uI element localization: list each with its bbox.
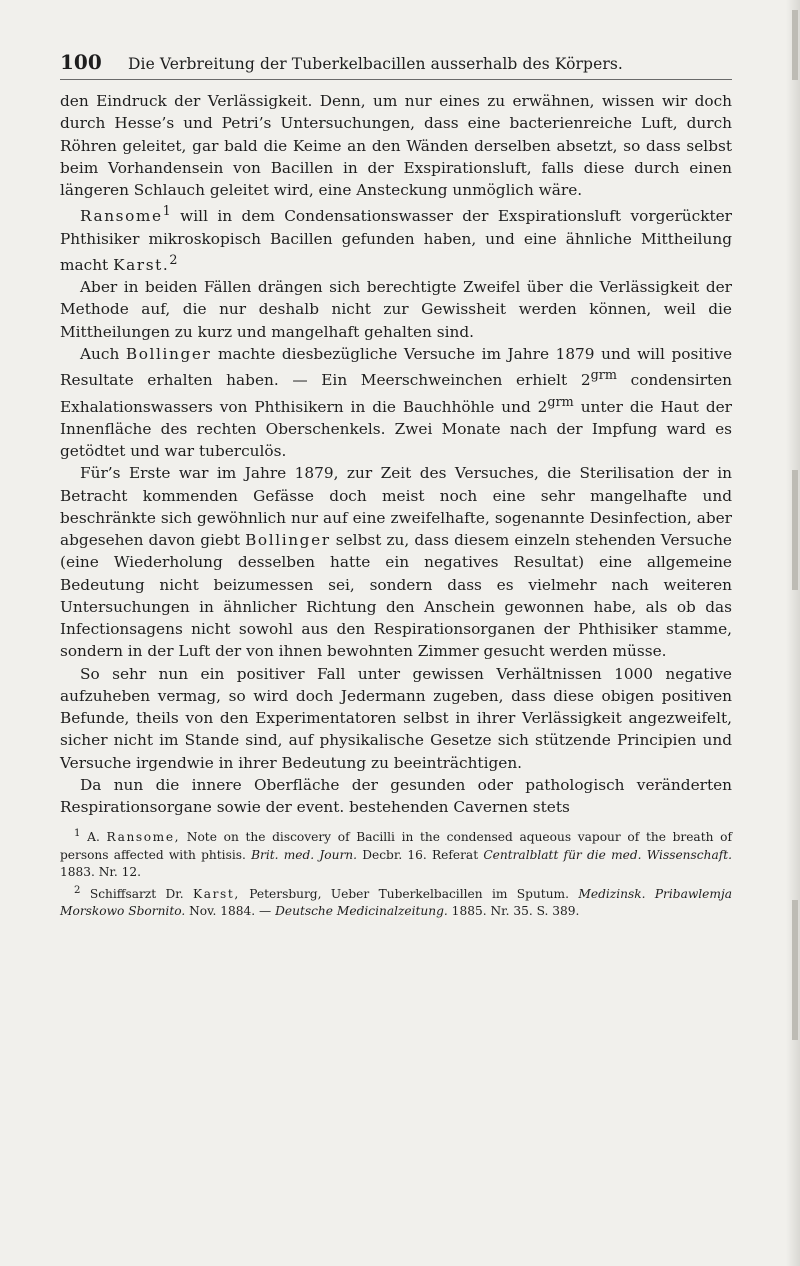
footnote-ref: 2 <box>169 252 178 268</box>
journal-title: Brit. med. Journ. <box>251 847 358 862</box>
footnote-text: 1885. Nr. 35. S. 389. <box>447 904 580 919</box>
footnote-text: A. <box>80 830 107 845</box>
edge-mark <box>792 900 798 1040</box>
author-name: Ransome, <box>106 830 181 845</box>
paragraph-text: machte diesbezügliche Versuche im Jahre 1879 und will positive Resultate erhalten haben. — Ein Meerschweinchen erhielt 2 <box>60 344 732 390</box>
unit-superscript: grm <box>590 368 617 384</box>
footnote-text: Nov. 1884. — <box>185 904 276 919</box>
paragraph-text: condensirten Exhalationswassers von Phthisikern in die Bauchhöhle und 2 <box>60 371 733 416</box>
footnote-text: Decbr. 16. Referat <box>357 847 484 862</box>
paragraph: So sehr nun ein positiver Fall unter gewissen Verhältnissen 1000 negative aufzuheben vermag, so wird doch Jedermann zugeben, dass diese obigen positiven Befunde, theils von den Experimentatoren selbst in ihrer Verlässigkeit angezweifelt, sicher nicht im Stande sind, auf physikalische Gesetze sich stützende Principien und Versuche irgendwie in ihrer Bedeutung zu beeinträchtigen. <box>60 664 732 772</box>
unit-superscript: grm <box>547 394 574 410</box>
footnote <box>60 882 732 921</box>
footnote-text: Petersburg, Ueber Tuberkelbacillen im Sputum. <box>239 886 579 901</box>
paragraph: Da nun die innere Oberfläche der gesunden oder pathologisch veränderten Respirationsorgane sowie der event. bestehenden Cavernen stets <box>60 775 732 817</box>
running-title: Die Verbreitung der Tuberkelbacillen ausserhalb des Körpers. <box>128 55 623 73</box>
edge-mark <box>792 470 798 590</box>
paragraph-text: selbst zu, dass diesem einzeln stehenden Versuche (eine Wiederholung desselben hatte ein negatives Resultat) eine allgemeine Bedeutung nicht beizumessen sei, sondern dass es vielmehr nach weiteren Untersuchungen in ähnlicher Richtung den Anschein gewonnen habe, als ob das Infectionsagens nicht sowohl aus den Respirationsorganen der Phthisiker stamme, sondern in der Luft der von ihnen bewohnten Zimmer gesucht werden müsse. <box>60 531 732 661</box>
paragraph-text: will in dem Condensationswasser der Exspirationsluft vorgerückter Phthisiker mikroskopisch Bacillen gefunden haben, und eine ähnliche Mittheilung macht <box>60 207 732 274</box>
author-name: Bollinger <box>245 531 331 550</box>
paragraph <box>60 201 732 276</box>
author-name: Karst. <box>113 255 170 274</box>
paragraph: den Eindruck der Verlässigkeit. Denn, um nur eines zu erwähnen, wissen wir doch durch Hesse’s und Petri’s Untersuchungen, dass eine bacterienreiche Luft, durch Röhren geleitet, gar bald die Keime an den Wänden derselben absetzt, so dass selbst beim Vorhandensein von Bacillen in der Exspirationsluft, falls diese durch einen längeren Schlauch geleitet wird, eine Ansteckung unmöglich wäre. <box>60 92 732 199</box>
footnote-text: Note on the discovery of Bacilli in the condensed aqueous vapour of the breath of persons affected with phtisis. <box>60 830 732 862</box>
author-name: Bollinger <box>125 344 212 363</box>
running-header <box>60 50 732 80</box>
journal-title: Medizinsk. Pribawlemja Morskowo Sbornito. <box>60 886 732 919</box>
paragraph: Aber in beiden Fällen drängen sich berechtigte Zweifel über die Verlässigkeit der Methode auf, die nur deshalb nicht zur Gewissheit werden können, weil die Mittheilungen zu kurz und mangelhaft gehalten sind. <box>60 278 732 341</box>
paragraph <box>60 343 732 462</box>
footnote <box>60 825 732 881</box>
paragraph <box>60 462 732 662</box>
journal-title: Deutsche Medicinalzeitung. <box>275 904 448 919</box>
footnote-mark: 2 <box>74 884 81 896</box>
edge-mark <box>792 10 798 80</box>
book-page <box>60 50 732 921</box>
paragraph-text: Auch <box>80 344 126 363</box>
footnote-ref: 1 <box>162 204 171 220</box>
page-edge-shadow <box>786 0 800 1266</box>
journal-title: Centralblatt für die med. Wissenschaft. <box>483 847 732 862</box>
paragraph-text: Für’s Erste war im Jahre 1879, zur Zeit des Versuches, die Sterilisation der in Betracht kommenden Gefässe doch meist noch eine sehr mangelhafte und beschränkte sich gewöhnlich nur auf eine zweifelhafte, sogenannte Desinfection, aber abgesehen davon giebt <box>60 464 732 550</box>
page-number: 100 <box>60 50 102 74</box>
footnote-mark: 1 <box>74 828 81 840</box>
paragraph-text: unter die Haut der Innenfläche des rechten Oberschenkels. Zwei Monate nach der Impfung ward es getödtet und war tuberculös. <box>60 397 732 461</box>
footnote-text: Schiffsarzt Dr. <box>80 886 194 901</box>
footnotes <box>60 824 732 920</box>
body-text <box>60 90 732 818</box>
footnote-text: 1883. Nr. 12. <box>60 865 142 880</box>
author-name: Ransome <box>80 207 163 226</box>
author-name: Karst, <box>193 886 240 901</box>
